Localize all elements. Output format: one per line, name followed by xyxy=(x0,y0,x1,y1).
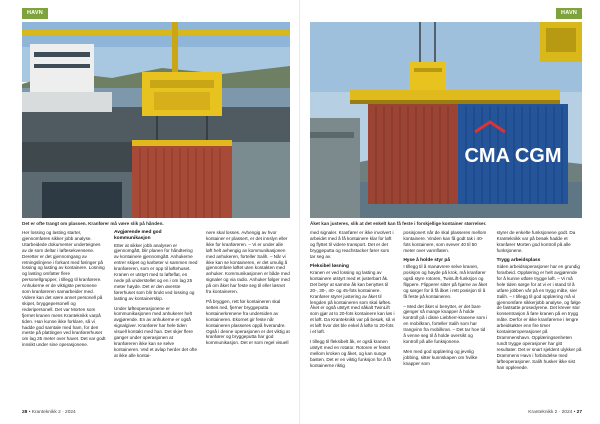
subheading: Avgjørende med god kommunikasjon xyxy=(114,230,162,241)
page-number: 27 xyxy=(576,410,582,415)
article-column xyxy=(403,230,496,374)
paragraph: Her lossing og lasting starter, gjennomføres sikker jobb analyse. Utarbeidede dokumenter underteignes av de som deltar i løftesekvensene. Deretter er det gjennomgang av retningslinjene i forkant med føringer på lossing og lasting av kontainere. Losning og lasting omfatter flere personellgrupper, i tillegg til kranførere. Anhukerne er de viktigste personene som kranføreren samarbeider med. Videre kan det være annet personell på skipet, bryggepersonell og rederipersonell. Det var Morten som fjernet kranen mens Kranteknikk varpå tiden. Han kunne ikke forklare, så vi hadde god samtale med ham, for den meste på plattingen ved kranførerhuset om lag 25 meter over havet. Det var godt innsikt under sine operasjonene. xyxy=(22,230,106,348)
article-columns xyxy=(310,230,582,374)
paragraph: nere skal losses. Avhengig av hvor kontainer er plassert, er det innslyn eller ikke for kranføreren. – Vi er under alle løft helt avhengig av kommunikasjonen med anhukeren, forteller Salih. – Når vi ikke kan se kontaineren, er det umulig å gjennomføre løftet uten kontakten med anhuker. Kommunikasjonen er både med signaler og via radio. Anhuker følger med på om åket har feste seg til eller løsnet fra kontaineren. xyxy=(206,230,290,295)
paragraph: På bryggen, rett før kontaineren skal settes ned, fjerner bryggeputta kontainerkrenene fra undersiden av kontaineren. Ekornet gir feste når kontaineren plasseres oppå hverandre. Også i denne operasjonen er det viktig at kranfører og bryggeputta har god kommunikasjon. Det er som regel visuell xyxy=(206,298,290,346)
paragraph: med signaler. Kranfører er ikke involvert i arbeidet med å få kontainere klar for løft og flyttet til videre transport. Det er det bryggeputta og reachstacker fører som tar seg av. xyxy=(310,230,394,259)
photo-caption: Åket kan justeres, slik at det enkelt kan få feste i forskjellige kontainer størrelser. xyxy=(310,221,487,226)
spreader-container-photo xyxy=(310,22,582,218)
photo-caption: Det er ofte trangt om plassen. Kranfører må være slik på hånden. xyxy=(22,221,164,226)
subheading: Fleksibel løsning xyxy=(310,263,349,269)
subheading: Hyse å holde styr på xyxy=(403,257,450,263)
subheading: Trygg arbeidsplass xyxy=(496,257,541,263)
article-column xyxy=(497,230,582,374)
publication-name: Kranteknikk 2 · 2024 xyxy=(528,410,573,415)
right-page xyxy=(300,0,600,424)
page-footer xyxy=(528,410,582,415)
svg-text:CMA CGM: CMA CGM xyxy=(464,145,562,167)
footer-separator: • xyxy=(573,410,576,415)
paragraph: I tillegg til å manøvrere selve kranen, posisjon og høyde på krok, må kranfører også styre rotoren, TwinLift-funksjon og flippere. Flipperer sitter på hjørne av åket og sørger for å få åket i rett posisjon til å få feste på kontaineren. xyxy=(403,264,488,299)
paragraph: Men med god opplæring og jevnlig jobbing, sitter kunnskapen om hvilke knapper som xyxy=(403,348,478,366)
article-column xyxy=(310,230,403,374)
article-columns xyxy=(22,230,290,363)
section-tag: HAVN xyxy=(22,8,48,19)
paragraph: styrer de enkelte funksjonene godt. Da Kranteknikk var på besøk hadde et kranfører Morten god kontroll på alle funksjonene. xyxy=(496,230,576,253)
publication-name: Kranteknikk 2 · 2024 xyxy=(31,410,76,415)
page-footer xyxy=(22,410,76,415)
paragraph: Etter at sikker jobb analysen er gjennomgått, blir planen for håndtering av kontainere gjennomgått. Anhukerne entrer skipet og karbeter vi sammen med kranføreren, som er opp til løftehuset. Kranen er utstyrt med to løfteflat, en nede på understellet og en i om lag 25 meter høyde. Det er den øverste førerhuset som blir brukt ved lossing og lasting av kontainerskip. xyxy=(114,242,198,301)
section-tag: HAVN xyxy=(556,8,582,19)
paragraph: – Med det åket vi benytter, er det bare gjenger så mange knapper å holde kontroll på i disse Liebherr-kranene som i en mobilkran, forteller Salih som har trangvinn fra mobilkran. – Det tar hoe tid å venne seg til å holde oversikt og kontroll på alle funksjonene. xyxy=(403,303,488,344)
article-column xyxy=(114,230,206,363)
crane-cabin-photo xyxy=(22,22,290,218)
paragraph: I tillegg til fleksibelt åk, er også kranen utstyrt med en rotator. Rotoren er festet mellom kroken og åket, og kan sunge basten. Det er en viktig funksjon for å få kontainerne riktig xyxy=(310,339,391,368)
paragraph: Under løfteoperasjonene er kommunikasjonen med anhukerer helt avgjørende. En av anhukerne er også signalgiver. Kranfører har hele tiden visuell kontakt med han. Det skjer flere ganger under operasjonen at kranføreren ikke kan se selve kontaineren. Ved et avlap herder det ofte at ikke alle kontai- xyxy=(114,305,198,358)
paragraph: posisjonert når de skal plasseres mellom kontainere. Vinden kan få godt tak i 40-fots kontainere, som svever 40 til 50 meter over vannflaten. xyxy=(403,230,487,253)
page-number: 28 xyxy=(22,410,28,415)
paragraph: Siden arbeidsoperasjoner har en grundig forarbeid. Opplæring er helt avgjørende for å kunne utføre trygge løft. – Vi må hele tiden sørge for at vi er i stand til å utføre jobben vår på en trygg måte, sier Salih. – I tillegg til god opplæring må vi gjennomføre sikkerjobb analyse, og følge de fastsatte prosedyrene. Det krever stor konsentrasjon å føre kranen på en trygg måte. Derfor er ikke kranførerne i lengre arbeidsøkter enn fire timer kontainteroperasjoner på Drammenshavn. Opplæringsenheten rundt trygge operasjoner har gitt resultater. Det er snart sjeldent ulykker på Drammens Havn i forbindelse med løfteoperasjoner. Salih husker ikke sist han opplevede. xyxy=(496,264,582,370)
article-column xyxy=(22,230,114,363)
footer-separator: • xyxy=(28,410,31,415)
article-column xyxy=(206,230,290,363)
paragraph: Kranen er ved lossing og lasting av kontainere utstyrt med et justerbart åk. Det betyr at samme åk kan benyttes til 20-, 30-, 40- og 45-fots kontainere. Kranfører styrer justering av åket til lengden på kontaineren som skal løftes. Åket er også utstyrt med såkalt TwinLift som gjør at to 20-fots kontainere kan løs i et løft. Da Kranteknikk var på besøk, så vi et løft hvor det ble enkel å løfte to 20-fots i et løft. xyxy=(310,270,396,335)
